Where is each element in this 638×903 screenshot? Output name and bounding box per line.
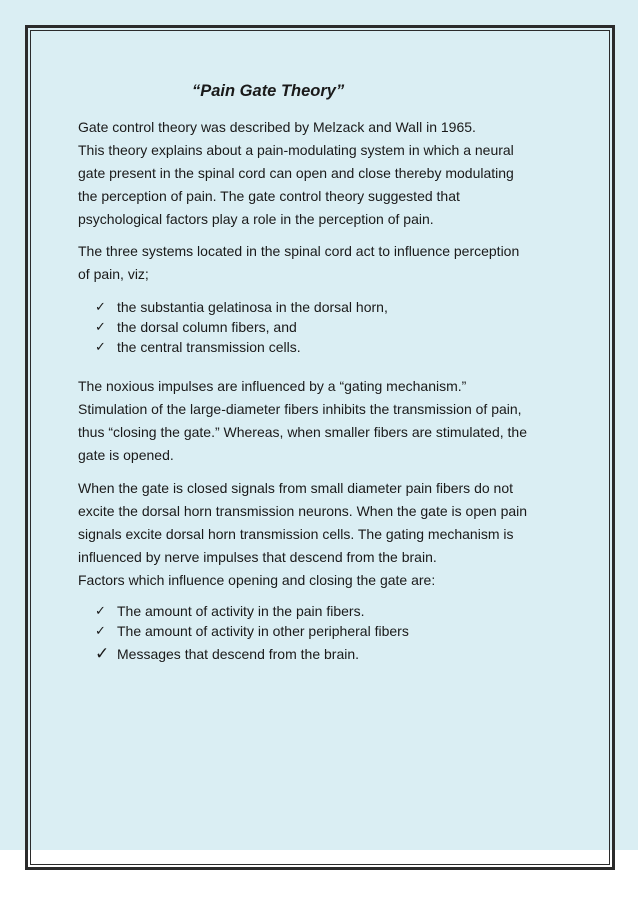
paragraph-line: The three systems located in the spinal cord act to influence perception — [78, 243, 520, 259]
paragraph-line: This theory explains about a pain-modulating system in which a neural — [78, 142, 514, 158]
paragraph-line: excite the dorsal horn transmission neurons. When the gate is open pain — [78, 503, 528, 519]
checkmark-icon: ✓ — [95, 603, 106, 618]
list-item — [95, 601, 409, 621]
checkmark-icon: ✓ — [95, 339, 106, 354]
paragraph-line: gate present in the spinal cord can open and close thereby modulating — [78, 165, 514, 181]
checkmark-icon: ✓ — [95, 299, 106, 314]
list-item-text: Messages that descend from the brain. — [117, 646, 360, 662]
paragraph-line: gate is opened. — [78, 447, 174, 463]
checkmark-icon: ✓ — [95, 623, 106, 638]
paragraph-line: signals excite dorsal horn transmission cells. The gating mechanism is — [78, 526, 514, 542]
list-item-text: the dorsal column fibers, and — [117, 319, 297, 335]
list-item-text: the central transmission cells. — [117, 339, 301, 355]
paragraph-gate-states — [78, 477, 568, 592]
paragraph-line: psychological factors play a role in the perception of pain. — [78, 211, 434, 227]
paragraph-line: Gate control theory was described by Melzack and Wall in 1965. — [78, 119, 476, 135]
paragraph-line: the perception of pain. The gate control theory suggested that — [78, 188, 460, 204]
checkmark-icon: ✓ — [95, 644, 110, 663]
paragraph-line: of pain, viz; — [78, 266, 149, 282]
list-item — [95, 641, 409, 667]
paragraph-line: influenced by nerve impulses that descend from the brain. — [78, 549, 437, 565]
systems-list — [95, 297, 388, 357]
checkmark-icon: ✓ — [95, 319, 106, 334]
paragraph-intro — [78, 116, 568, 231]
paragraph-line: Stimulation of the large-diameter fibers inhibits the transmission of pain, — [78, 401, 522, 417]
list-item-text: The amount of activity in the pain fibers. — [117, 603, 365, 619]
document-title: “Pain Gate Theory” — [192, 82, 345, 100]
list-item — [95, 317, 388, 337]
paragraph-line: When the gate is closed signals from small diameter pain fibers do not — [78, 480, 513, 496]
list-item-text: the substantia gelatinosa in the dorsal horn, — [117, 299, 388, 315]
paragraph-line: The noxious impulses are influenced by a “gating mechanism.” — [78, 378, 467, 394]
factors-list — [95, 601, 409, 667]
paragraph-gating-mechanism — [78, 375, 568, 467]
list-item-text: The amount of activity in other peripheral fibers — [117, 623, 409, 639]
list-item — [95, 297, 388, 317]
paragraph-line: Factors which influence opening and closing the gate are: — [78, 572, 436, 588]
list-item — [95, 337, 388, 357]
paragraph-systems-intro — [78, 240, 568, 286]
list-item — [95, 621, 409, 641]
paragraph-line: thus “closing the gate.” Whereas, when smaller fibers are stimulated, the — [78, 424, 527, 440]
